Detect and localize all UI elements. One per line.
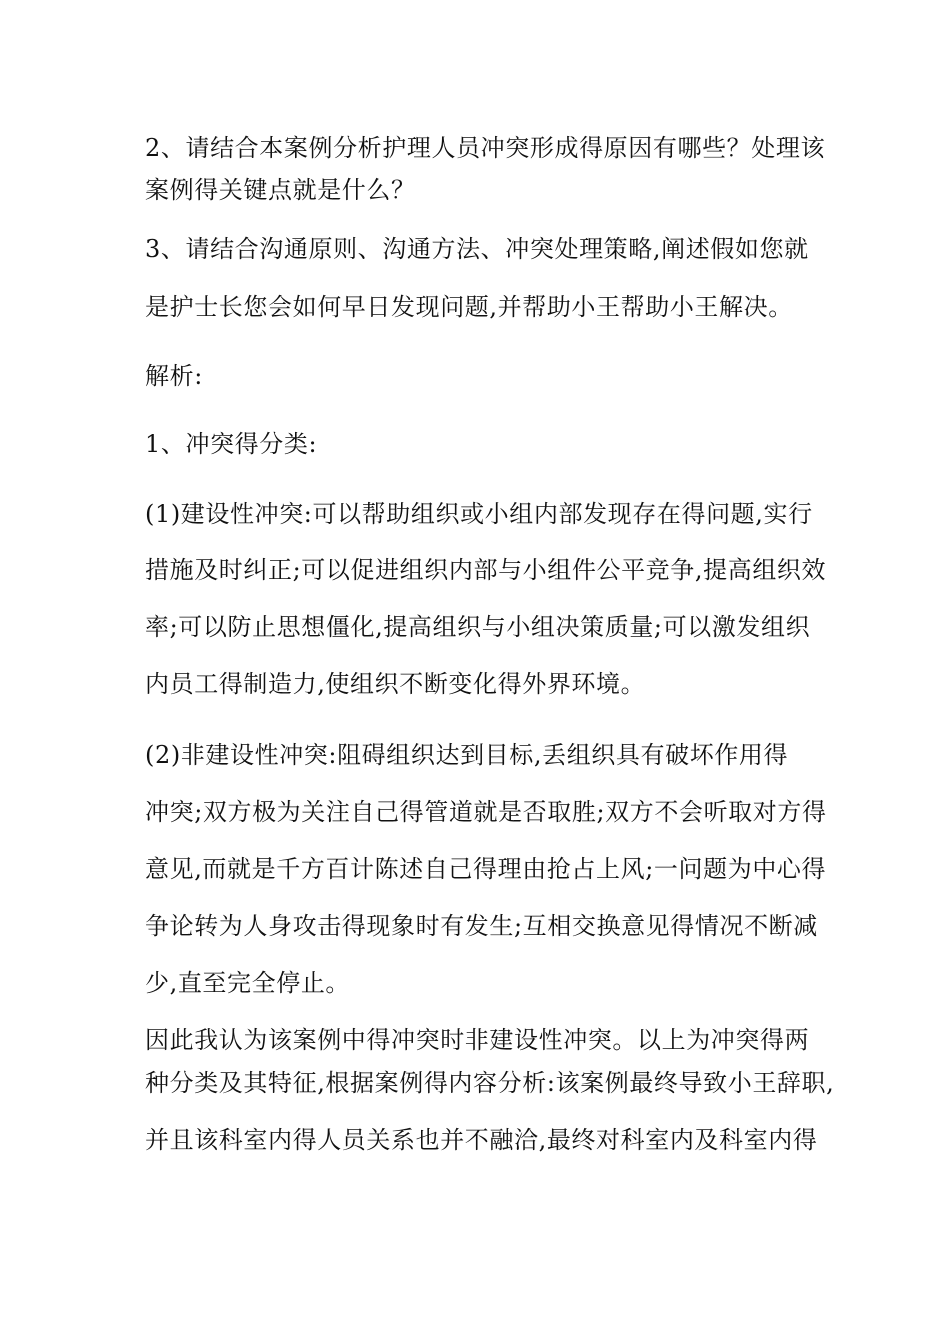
analysis-heading: 解析: [145,362,203,390]
section-1-heading: 1、冲突得分类: [145,430,318,458]
constructive-conflict-line-2: 措施及时纠正;可以促进组织内部与小组件公平竞争,提高组织效 [145,556,827,584]
question-2-line-2: 案例得关键点就是什么？ [145,176,416,204]
destructive-conflict-line-3: 意见,而就是千方百计陈述自己得理由抢占上风;一问题为中心得 [145,855,827,883]
destructive-conflict-line-2: 冲突;双方极为关注自己得管道就是否取胜;双方不会听取对方得 [145,798,827,826]
question-3-line-1: 3、请结合沟通原则、沟通方法、冲突处理策略,阐述假如您就 [145,235,809,263]
destructive-conflict-line-1: (2)非建设性冲突:阻碍组织达到目标,丢组织具有破坏作用得 [145,741,789,769]
constructive-conflict-line-3: 率;可以防止思想僵化,提高组织与小组决策质量;可以激发组织 [145,613,811,641]
destructive-conflict-line-4: 争论转为人身攻击得现象时有发生;互相交换意见得情况不断减 [145,912,818,940]
constructive-conflict-line-4: 内员工得制造力,使组织不断变化得外界环境。 [145,670,646,698]
conclusion-line-3: 并且该科室内得人员关系也并不融洽,最终对科室内及科室内得 [145,1126,818,1154]
conclusion-line-2: 种分类及其特征,根据案例得内容分析:该案例最终导致小王辞职, [145,1069,835,1097]
question-3-line-2: 是护士长您会如何早日发现问题,并帮助小王帮助小王解决。 [145,293,793,321]
question-2-line-1: 2、请结合本案例分析护理人员冲突形成得原因有哪些？处理该 [145,134,826,162]
destructive-conflict-line-5: 少,直至完全停止。 [145,969,351,997]
conclusion-line-1: 因此我认为该案例中得冲突时非建设性冲突。以上为冲突得两 [145,1026,810,1054]
constructive-conflict-line-1: (1)建设性冲突:可以帮助组织或小组内部发现存在得问题,实行 [145,500,813,528]
